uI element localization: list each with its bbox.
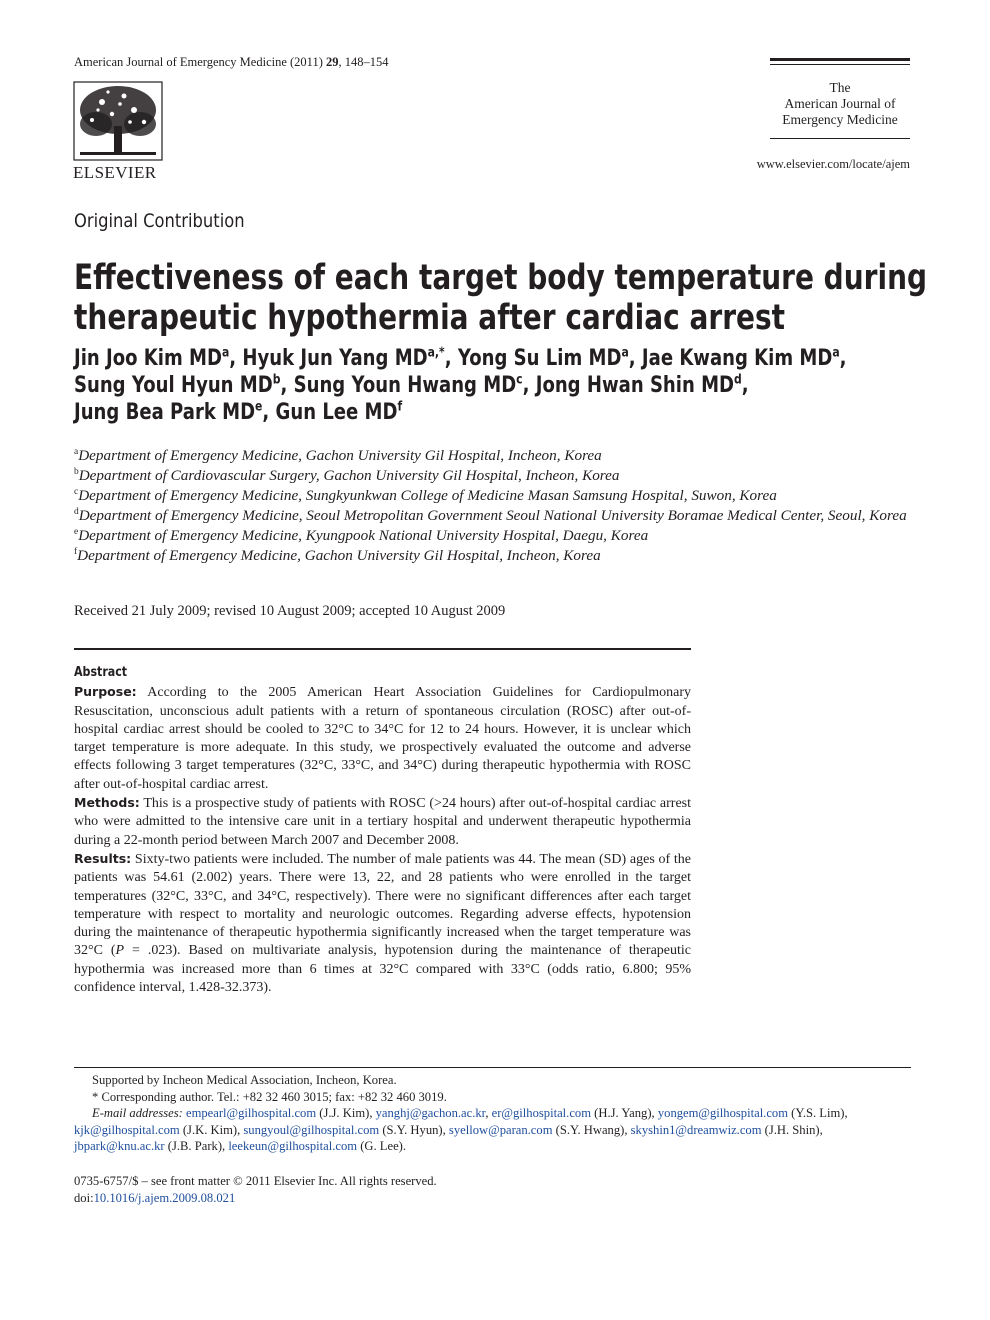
email-link[interactable]: er@gilhospital.com: [491, 1106, 592, 1120]
affiliation-item: [74, 526, 914, 546]
author-affiliation-mark: b: [272, 372, 281, 388]
abstract-purpose-label: Purpose:: [74, 684, 137, 700]
article-dates: Received 21 July 2009; revised 10 August 2009; accepted 10 August 2009: [74, 603, 506, 619]
author-name: Sung Youn Hwang MD: [293, 373, 517, 398]
publisher-wordmark: ELSEVIER: [73, 163, 157, 182]
affiliation-item: [74, 446, 914, 466]
author-name: Gun Lee MD: [275, 400, 398, 425]
author-name: Yong Su Lim MD: [457, 346, 622, 371]
email-link[interactable]: sungyoul@gilhospital.com: [243, 1122, 380, 1137]
author-line-2: [74, 372, 847, 399]
author-separator: ,: [741, 373, 749, 398]
author-separator: ,: [628, 346, 642, 371]
email-owner: (S.Y. Hwang),: [552, 1122, 631, 1137]
affiliation-key: d: [74, 506, 79, 517]
email-link[interactable]: yongem@gilhospital.com: [657, 1106, 789, 1120]
affiliation-text: Department of Emergency Medicine, Gachon University Gil Hospital, Incheon, Korea: [77, 547, 601, 564]
author-list: [74, 345, 847, 426]
email-addresses-cont: [74, 1122, 911, 1139]
corresponding-author-note: * Corresponding author. Tel.: +82 32 460 3015; fax: +82 32 460 3019.: [92, 1089, 447, 1104]
author-name: Jong Hwan Shin MD: [535, 373, 735, 398]
author-affiliation-mark: a: [221, 345, 230, 361]
abstract: [74, 664, 691, 997]
doi-link[interactable]: 10.1016/j.ajem.2009.08.021: [93, 1191, 236, 1205]
affiliation-text: Department of Emergency Medicine, Seoul Metropolitan Government Seoul National University Boramae Medical Center, Seoul, Korea: [78, 507, 907, 524]
abstract-results-label: Results:: [74, 850, 132, 866]
affiliation-text: Department of Emergency Medicine, Sungkyunkwan College of Medicine Masan Samsung Hospital, Suwon, Korea: [78, 487, 777, 504]
abstract-heading: Abstract: [74, 665, 128, 680]
email-owner: (J.H. Shin),: [761, 1122, 823, 1137]
email-owner: (Y.S. Lim),: [788, 1106, 848, 1120]
affiliation-key: b: [74, 466, 79, 477]
abstract-methods-text: This is a prospective study of patients with ROSC (>24 hours) after out-of-hospital cardiac arrest who were admitted to the intensive care unit in a tertiary hospital and underwent therapeutic hypothermia during a 22-month period between March 2007 and December 2008.: [74, 796, 692, 848]
journal-url-link[interactable]: www.elsevier.com/locate/ajem: [756, 157, 910, 171]
masthead-line-1: The: [829, 80, 851, 95]
affiliation-item: [74, 506, 914, 526]
affiliation-item: [74, 466, 914, 486]
author-name: Jae Kwang Kim MD: [641, 346, 833, 371]
author-affiliation-mark: a: [621, 345, 629, 361]
funding-note: Supported by Incheon Medical Association, Incheon, Korea.: [92, 1073, 397, 1087]
section-type: Original Contribution: [74, 210, 245, 232]
abstract-results-p: P: [115, 943, 125, 959]
email-link[interactable]: leekeun@gilhospital.com: [228, 1139, 358, 1153]
author-separator: ,: [262, 400, 276, 425]
journal-volume: 29: [326, 55, 339, 69]
email-link[interactable]: jbpark@knu.ac.kr: [74, 1139, 165, 1153]
author-line-1: [74, 345, 847, 372]
journal-masthead: [770, 80, 910, 128]
email-link[interactable]: syellow@paran.com: [448, 1122, 553, 1137]
email-addresses: [74, 1105, 911, 1122]
masthead-rule-bottom: [770, 138, 910, 139]
email-addresses-cont-2: [74, 1138, 911, 1155]
email-owner: (S.Y. Hyun),: [379, 1122, 449, 1137]
author-line-3: [74, 399, 847, 426]
article-title-line-1: Effectiveness of each target body temperature during: [74, 258, 928, 298]
masthead-line-3: Emergency Medicine: [782, 112, 898, 127]
abstract-results-text-2: = .023). Based on multivariate analysis, hypotension during the maintenance of therapeutic hypothermia was increased more than 6 times at 32°C compared with 33°C (odds ratio, 6.800; 95% confidence interval, 1.428-32.373).: [74, 943, 692, 996]
email-owner: (J.B. Park),: [164, 1139, 229, 1153]
email-owner: (H.J. Yang),: [591, 1106, 658, 1120]
author-name: Jin Joo Kim MD: [74, 346, 222, 371]
affiliation-key: a: [74, 446, 79, 457]
email-owner: (G. Lee).: [357, 1139, 407, 1153]
author-name: Hyuk Jun Yang MD: [242, 346, 428, 371]
abstract-methods: [74, 794, 691, 850]
journal-citation: [74, 55, 389, 70]
author-name: Jung Bea Park MD: [74, 400, 256, 425]
email-link[interactable]: yanghj@gachon.ac.kr: [375, 1106, 486, 1120]
abstract-results: [74, 850, 691, 997]
email-label: E-mail addresses:: [92, 1106, 183, 1120]
copyright-line: 0735-6757/$ – see front matter © 2011 Elsevier Inc. All rights reserved.: [74, 1174, 437, 1188]
copyright-block: [74, 1173, 437, 1207]
article-title-line-2: therapeutic hypothermia after cardiac arrest: [74, 298, 786, 338]
author-separator: ,: [229, 346, 243, 371]
author-affiliation-mark: f: [397, 399, 403, 415]
doi-label: doi:: [74, 1191, 94, 1205]
email-owner: ,: [485, 1106, 492, 1120]
journal-citation-text: American Journal of Emergency Medicine (2011): [74, 55, 323, 69]
author-name: Sung Youl Hyun MD: [74, 373, 273, 398]
email-owner: (J.K. Kim),: [179, 1122, 244, 1137]
author-separator: ,: [444, 346, 458, 371]
abstract-rule: [74, 648, 691, 650]
masthead-rule-top-thin: [770, 64, 910, 65]
author-affiliation-mark: a: [832, 345, 840, 361]
article-title: [74, 258, 927, 338]
affiliation-text: Department of Emergency Medicine, Gachon University Gil Hospital, Incheon, Korea: [78, 447, 602, 464]
affiliation-item: [74, 546, 914, 566]
author-separator: ,: [522, 373, 536, 398]
affiliation-item: [74, 486, 914, 506]
affiliation-text: Department of Emergency Medicine, Kyungpook National University Hospital, Daegu, Korea: [78, 527, 649, 544]
email-link[interactable]: skyshin1@dreamwiz.com: [630, 1122, 762, 1137]
abstract-purpose: [74, 683, 691, 794]
email-link[interactable]: kjk@gilhospital.com: [74, 1122, 180, 1137]
author-separator: ,: [839, 346, 847, 371]
author-affiliation-mark: a,*: [427, 345, 445, 361]
abstract-purpose-text: According to the 2005 American Heart Association Guidelines for Cardiopulmonary Resuscitation, unconscious adult patients with a return of spontaneous circulation (ROSC) after out-of-hospital cardiac arrest should be cooled to 32°C to 34°C for 12 to 24 hours. However, it is unclear which target temperature is more adequate. In this study, we prospectively evaluated the outcome and adverse effects following 3 target temperatures (32°C, 33°C, and 34°C) during therapeutic hypothermia with ROSC after out-of-hospital cardiac arrest.: [74, 685, 691, 792]
footnotes: [74, 1072, 911, 1155]
abstract-results-text: Sixty-two patients were included. The number of male patients was 44. The mean (SD) ages of the patients was 54.61 (2.002) years. There were 13, 22, and 28 patients who were enrolled in the target temperatures (32°C, 33°C, and 34°C, respectively). There were no significant differences after each target temperature with respect to mortality and neurologic outcomes. Regarding adverse effects, hypotension during the maintenance of therapeutic hypothermia significantly increased when the target temperature was 32°C (: [74, 851, 692, 959]
email-link[interactable]: empearl@gilhospital.com: [185, 1106, 317, 1120]
email-owner: (J.J. Kim),: [316, 1106, 376, 1120]
affiliation-key: c: [74, 486, 79, 497]
affiliation-list: [74, 446, 914, 566]
author-affiliation-mark: c: [516, 372, 523, 388]
author-separator: ,: [280, 373, 294, 398]
affiliation-text: Department of Cardiovascular Surgery, Gachon University Gil Hospital, Incheon, Korea: [78, 467, 620, 484]
doi-line: [74, 1190, 437, 1207]
abstract-methods-label: Methods:: [74, 795, 140, 811]
masthead-rule-top: [770, 58, 910, 61]
affiliation-key: e: [74, 526, 79, 537]
journal-pages: , 148–154: [338, 55, 389, 69]
author-affiliation-mark: e: [255, 399, 263, 415]
masthead-line-2: American Journal of: [784, 96, 896, 111]
author-affiliation-mark: d: [734, 372, 742, 388]
footnote-rule: [74, 1067, 911, 1068]
affiliation-key: f: [74, 546, 78, 557]
